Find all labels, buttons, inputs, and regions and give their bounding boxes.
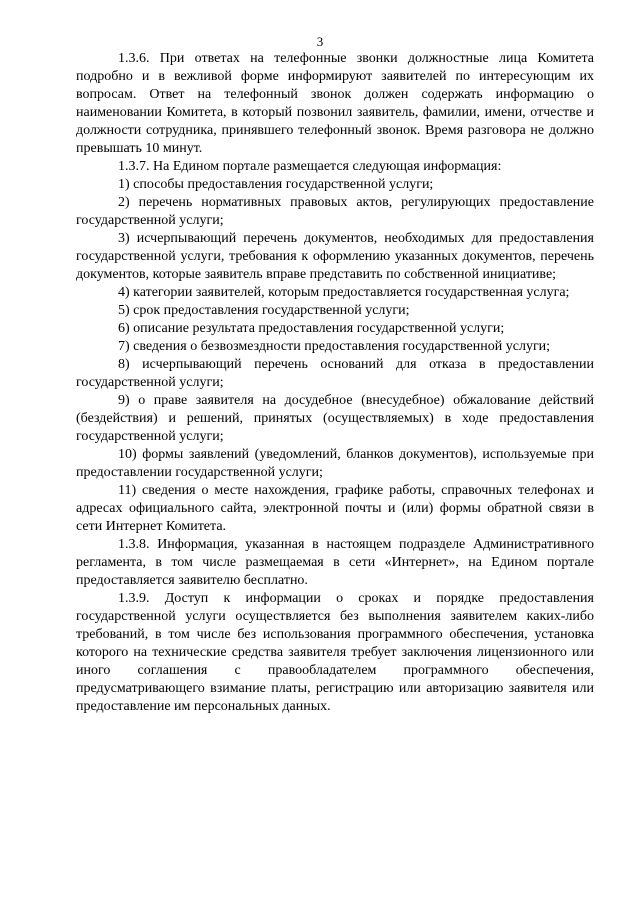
paragraph-1-3-8: 1.3.8. Информация, указанная в настоящем подразделе Административного регламента, в том числе размещаемая в сети «Интернет», на Едином портале предоставляется заявителю бесплатно. [76,537,594,588]
list-item-7: 7) сведения о безвозмездности предоставления государственной услуги; [118,339,551,354]
list-item-2: 2) перечень нормативных правовых актов, регулирующих предоставление государственной услуги; [76,195,594,228]
list-item-8: 8) исчерпывающий перечень оснований для отказа в предоставлении государственной услуги; [76,357,594,390]
document-body [76,50,594,716]
list-item-5: 5) срок предоставления государственной услуги; [118,303,410,318]
list-item-11: 11) сведения о месте нахождения, графике работы, справочных телефонах и адресах официального сайта, электронной почты и (или) формы обратной связи в сети Интернет Комитета. [76,483,594,534]
page-number: 3 [316,34,324,49]
list-item-4: 4) категории заявителей, которым предоставляется государственная услуга; [118,285,570,300]
paragraph-1-3-6: 1.3.6. При ответах на телефонные звонки должностные лица Комитета подробно и в вежливой форме информируют заявителей по интересующим их вопросам. Ответ на телефонный звонок должен содержать информацию о наименовании Комитета, в который позвонил заявитель, фамилии, имени, отчестве и должности сотрудника, принявшего телефонный звонок. Время разговора не должно превышать 10 минут. [76,51,594,156]
paragraph-1-3-9: 1.3.9. Доступ к информации о сроках и порядке предоставления государственной услуги осуществляется без выполнения заявителем каких-либо требований, в том числе без использования программного обеспечения, установка которого на технические средства заявителя требует заключения лицензионного или иного соглашения с правообладателем программного обеспечения, предусматривающего взимание платы, регистрацию или авторизацию заявителя или предоставление им персональных данных. [76,591,594,714]
list-item-3: 3) исчерпывающий перечень документов, необходимых для предоставления государственной услуги, требования к оформлению указанных документов, перечень документов, которые заявитель вправе представить по собственной инициативе; [76,231,594,282]
list-item-1: 1) способы предоставления государственной услуги; [118,177,434,192]
paragraph-1-3-7: 1.3.7. На Едином портале размещается следующая информация: [118,159,502,174]
list-item-6: 6) описание результата предоставления государственной услуги; [118,321,505,336]
list-item-10: 10) формы заявлений (уведомлений, бланков документов), используемые при предоставлении государственной услуги; [76,447,594,480]
list-item-9: 9) о праве заявителя на досудебное (внесудебное) обжалование действий (бездействия) и решений, принятых (осуществляемых) в ходе предоставления государственной услуги; [76,393,594,444]
